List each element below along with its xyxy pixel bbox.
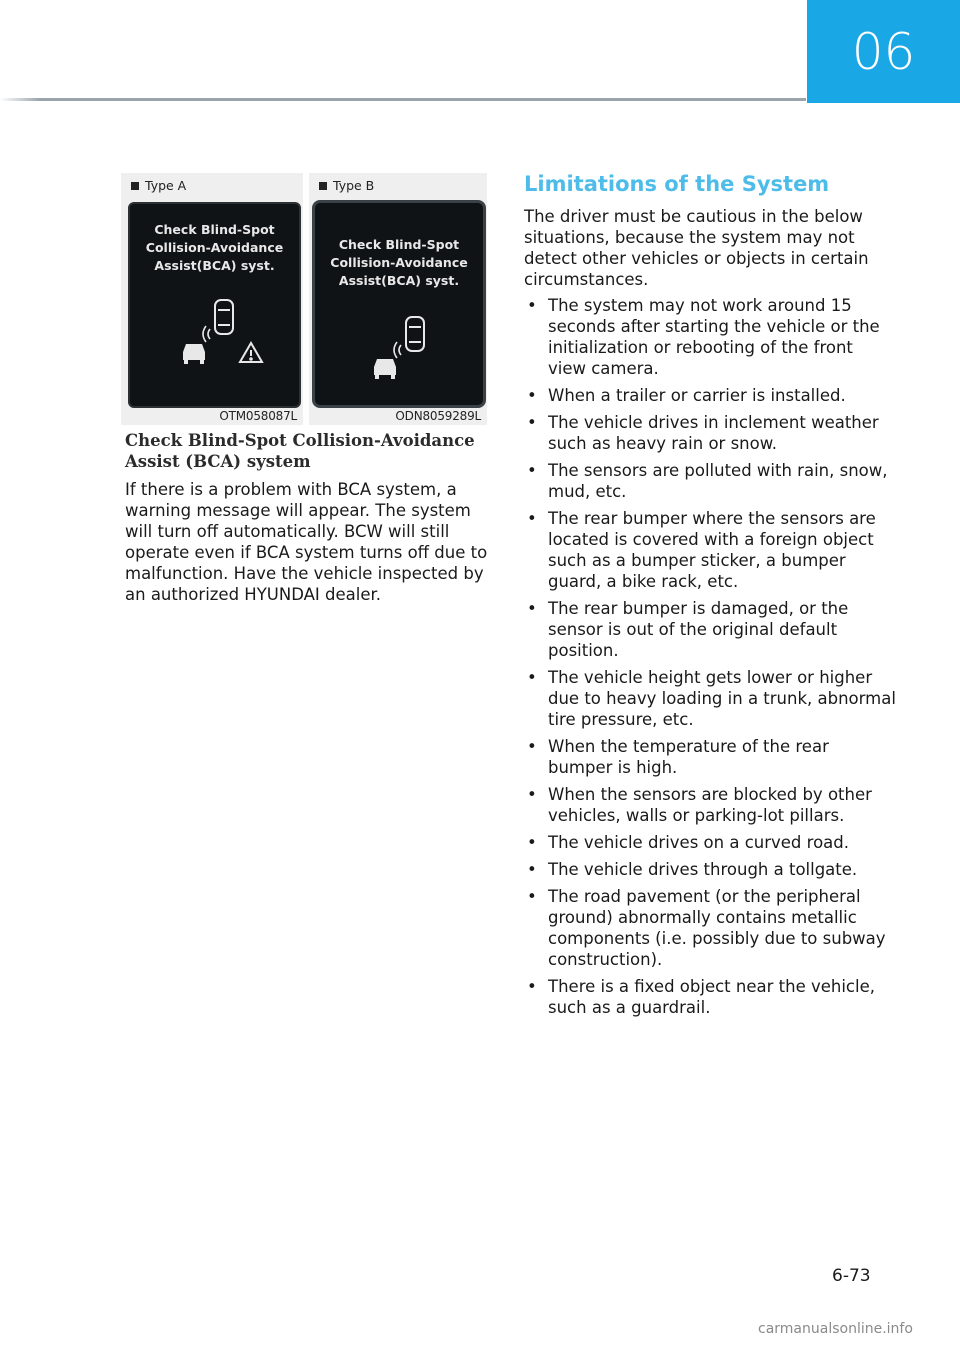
list-item: • There is a fixed object near the vehicle, such as a guardrail. — [527, 977, 875, 1017]
list-item: • The vehicle drives through a tollgate. — [527, 860, 858, 879]
approaching-vehicle-icon — [374, 359, 396, 379]
own-vehicle-icon — [215, 300, 233, 334]
header-rule-fade — [0, 98, 40, 101]
bullet-icon: • — [527, 509, 537, 528]
figure-type-label: Type A — [131, 178, 186, 193]
list-item: • The vehicle drives on a curved road. — [527, 833, 849, 852]
list-item: • The system may not work around 15 seconds after starting the vehicle or the initialization or rebooting of the front view camera. — [527, 296, 880, 378]
bca-warning-graphic — [130, 204, 299, 406]
list-item: • The road pavement (or the peripheral ground) abnormally contains metallic components (i.e. possibly due to subway construction). — [527, 887, 886, 969]
section-heading: Check Blind-Spot Collision-Avoidance Assist (BCA) system — [125, 431, 475, 471]
cluster-warning-message: Check Blind-Spot Collision-Avoidance Assist(BCA) syst. — [145, 222, 284, 273]
bullet-icon: • — [527, 599, 537, 618]
bca-warning-graphic — [315, 203, 483, 405]
bullet-icon: • — [527, 668, 537, 687]
bullet-icon: • — [527, 413, 537, 432]
limitations-list — [524, 295, 896, 1024]
bullet-icon: • — [527, 785, 537, 804]
list-item: • The rear bumper is damaged, or the sensor is out of the original default position. — [527, 599, 849, 660]
chapter-tab: 06 — [807, 0, 960, 103]
section-body: If there is a problem with BCA system, a warning message will appear. The system will turn off automatically. BCW will still operate even if BCA system turns off due to malfunction. Have the vehicle inspected by an authorized HYUNDAI dealer. — [125, 480, 488, 604]
cluster-warning-message: Check Blind-Spot Collision-Avoidance Assist(BCA) syst. — [330, 237, 468, 288]
list-item: • When a trailer or carrier is installed. — [527, 386, 846, 405]
limitations-heading: Limitations of the System — [524, 172, 830, 196]
figure-type-b — [309, 173, 487, 425]
square-bullet-icon — [319, 182, 327, 190]
bullet-icon: • — [527, 737, 537, 756]
cluster-display — [312, 200, 486, 408]
list-item: • The vehicle height gets lower or higher due to heavy loading in a trunk, abnormal tire pressure, etc. — [527, 668, 896, 729]
bullet-icon: • — [527, 461, 537, 480]
warning-triangle-icon — [240, 343, 262, 362]
list-item: • When the temperature of the rear bumper is high. — [527, 737, 829, 777]
sensor-wave-icon — [203, 326, 210, 342]
page-number: 6-73 — [832, 1266, 871, 1286]
figure-code: ODN8059289L — [395, 409, 481, 423]
figure-type-label: Type B — [319, 178, 374, 193]
square-bullet-icon — [131, 182, 139, 190]
bullet-icon: • — [527, 386, 537, 405]
list-item: • The sensors are polluted with rain, snow, mud, etc. — [527, 461, 888, 501]
figure-code: OTM058087L — [219, 409, 297, 423]
approaching-vehicle-icon — [183, 344, 205, 364]
list-item: • The rear bumper where the sensors are located is covered with a foreign object such as a bumper sticker, a bumper guard, a bike rack, etc. — [527, 509, 876, 591]
header-rule — [0, 98, 806, 101]
bullet-icon: • — [527, 833, 537, 852]
bullet-icon: • — [527, 977, 537, 996]
bullet-icon: • — [527, 860, 537, 879]
figure-type-a — [121, 173, 303, 425]
bullet-icon: • — [527, 296, 537, 315]
cluster-display — [128, 202, 301, 408]
limitations-intro: The driver must be cautious in the below situations, because the system may not detect other vehicles or objects in certain circumstances. — [524, 207, 869, 289]
bullet-icon: • — [527, 887, 537, 906]
own-vehicle-icon — [406, 317, 424, 351]
sensor-wave-icon — [394, 342, 401, 358]
list-item: • When the sensors are blocked by other vehicles, walls or parking-lot pillars. — [527, 785, 872, 825]
watermark: carmanualsonline.info — [758, 1321, 913, 1337]
list-item: • The vehicle drives in inclement weather such as heavy rain or snow. — [527, 413, 879, 453]
